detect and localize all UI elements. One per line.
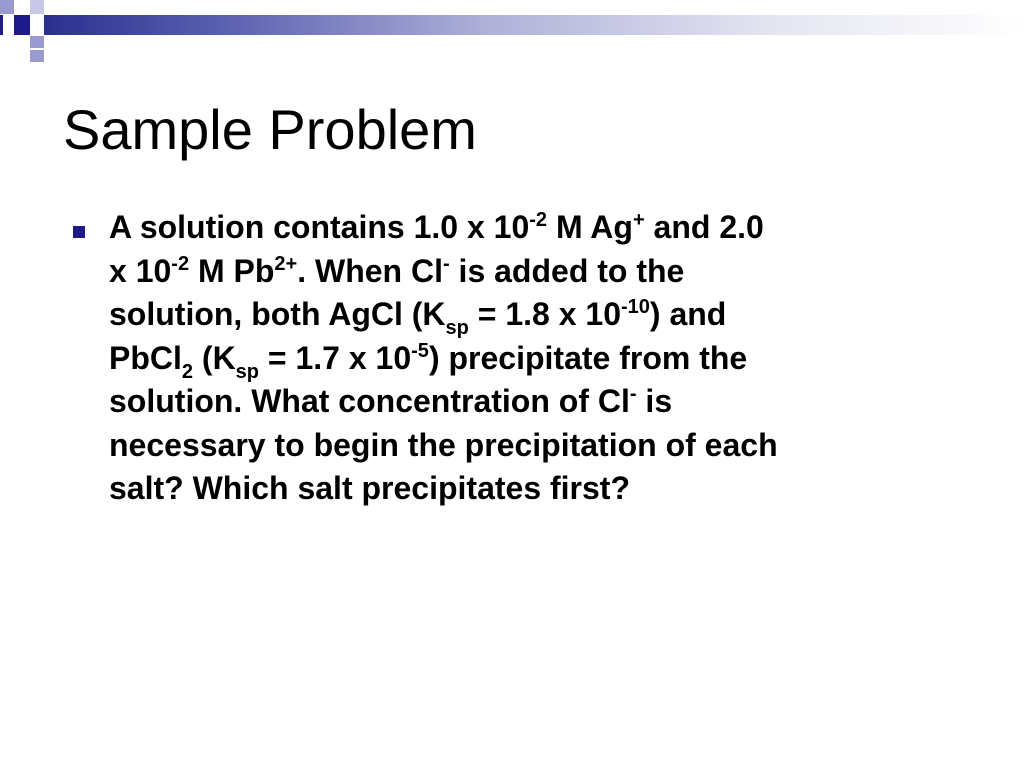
- text-run: M Pb: [189, 252, 275, 289]
- subscript-text: 2: [181, 360, 194, 383]
- deco-square: [30, 50, 44, 62]
- bullet-list: [72, 206, 972, 511]
- subscript-text: sp: [445, 317, 469, 339]
- superscript-text: -: [442, 252, 450, 275]
- text-run: = 1.8 x 10: [468, 296, 621, 332]
- deco-square: [30, 0, 44, 14]
- superscript-text: -2: [529, 209, 548, 231]
- text-run: M Ag: [547, 209, 633, 245]
- deco-square: [30, 36, 44, 48]
- deco-square: [14, 36, 28, 48]
- text-run: (K: [193, 339, 236, 376]
- header-decoration: [0, 0, 1024, 64]
- text-run: A solution contains 1.0 x 10: [109, 209, 530, 245]
- text-run: = 1.7 x 10: [259, 339, 412, 376]
- superscript-text: 2+: [274, 252, 298, 275]
- deco-square: [14, 15, 30, 35]
- square-bullet-icon: [73, 226, 85, 238]
- text-run: . When Cl: [297, 252, 443, 289]
- superscript-text: +: [632, 209, 645, 231]
- superscript-text: -10: [620, 296, 650, 318]
- bullet-item: [72, 206, 972, 511]
- deco-square: [0, 0, 14, 14]
- header-gradient-band: [44, 15, 1024, 35]
- text-run: is necessary to begin the precipitation of each salt? Which salt precipitates first?: [109, 383, 778, 506]
- text-run: ) precipitate from the solution. What concentration of Cl: [109, 339, 748, 419]
- text-run: and 2.0 x 10: [109, 209, 764, 289]
- deco-square: [14, 0, 28, 14]
- bullet-text: [109, 206, 972, 511]
- deco-square: [30, 15, 44, 35]
- superscript-text: -5: [411, 339, 429, 362]
- slide-title: Sample Problem: [63, 98, 477, 161]
- superscript-text: -: [629, 383, 637, 405]
- deco-square: [0, 15, 14, 35]
- text-run: is added to the solution, both AgCl (K: [109, 252, 685, 332]
- superscript-text: -2: [171, 252, 190, 275]
- text-run: ) and PbCl: [109, 296, 727, 376]
- subscript-text: sp: [235, 360, 260, 383]
